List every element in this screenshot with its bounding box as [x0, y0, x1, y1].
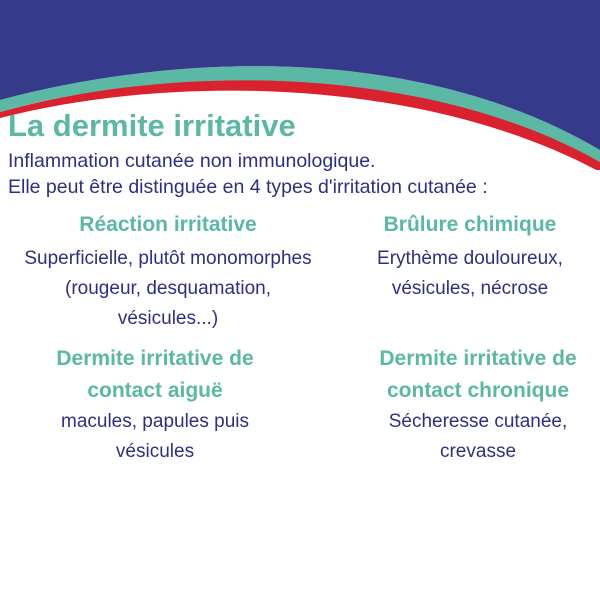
card-title: [320, 209, 600, 241]
card-body: [320, 244, 600, 304]
header-wave-banner: [0, 0, 600, 170]
card-title-line: Brûlure chimique: [383, 213, 557, 236]
card-body-line: vésicules, nécrose: [391, 278, 549, 299]
card-body-line: (rougeur, desquamation,: [65, 278, 271, 299]
card-title-line: Réaction irritative: [79, 213, 257, 236]
card-body-line: Sécheresse cutanée,: [388, 411, 568, 432]
intro-line: Elle peut être distinguée en 4 types d'irritation cutanée :: [8, 176, 488, 198]
card-body: [328, 407, 600, 467]
card-dermite-chronique: [328, 343, 600, 467]
card-body-line: Superficielle, plutôt monomorphes: [24, 248, 312, 269]
card-brulure-chimique: [320, 209, 600, 304]
card-body-line: macules, papules puis: [61, 411, 249, 432]
intro-line: Inflammation cutanée non immunologique.: [8, 150, 376, 172]
slide-title: La dermite irritative: [8, 108, 296, 143]
card-title: [5, 343, 305, 407]
intro-text: [8, 148, 593, 200]
card-title: [18, 209, 318, 241]
card-body-line: Erythème douloureux,: [377, 248, 563, 269]
card-body-line: crevasse: [439, 441, 517, 462]
card-body: [5, 407, 305, 467]
card-title: [328, 343, 600, 407]
card-dermite-aigue: [5, 343, 305, 467]
card-title-line: contact aiguë: [87, 379, 223, 402]
card-title-line: Dermite irritative de: [56, 347, 254, 370]
card-title-line: Dermite irritative de: [379, 347, 577, 370]
card-body-line: vésicules...): [117, 308, 219, 329]
card-body-line: vésicules: [115, 441, 195, 462]
card-title-line: contact chronique: [386, 379, 570, 402]
card-body: [18, 244, 318, 334]
card-reaction-irritative: [18, 209, 318, 334]
